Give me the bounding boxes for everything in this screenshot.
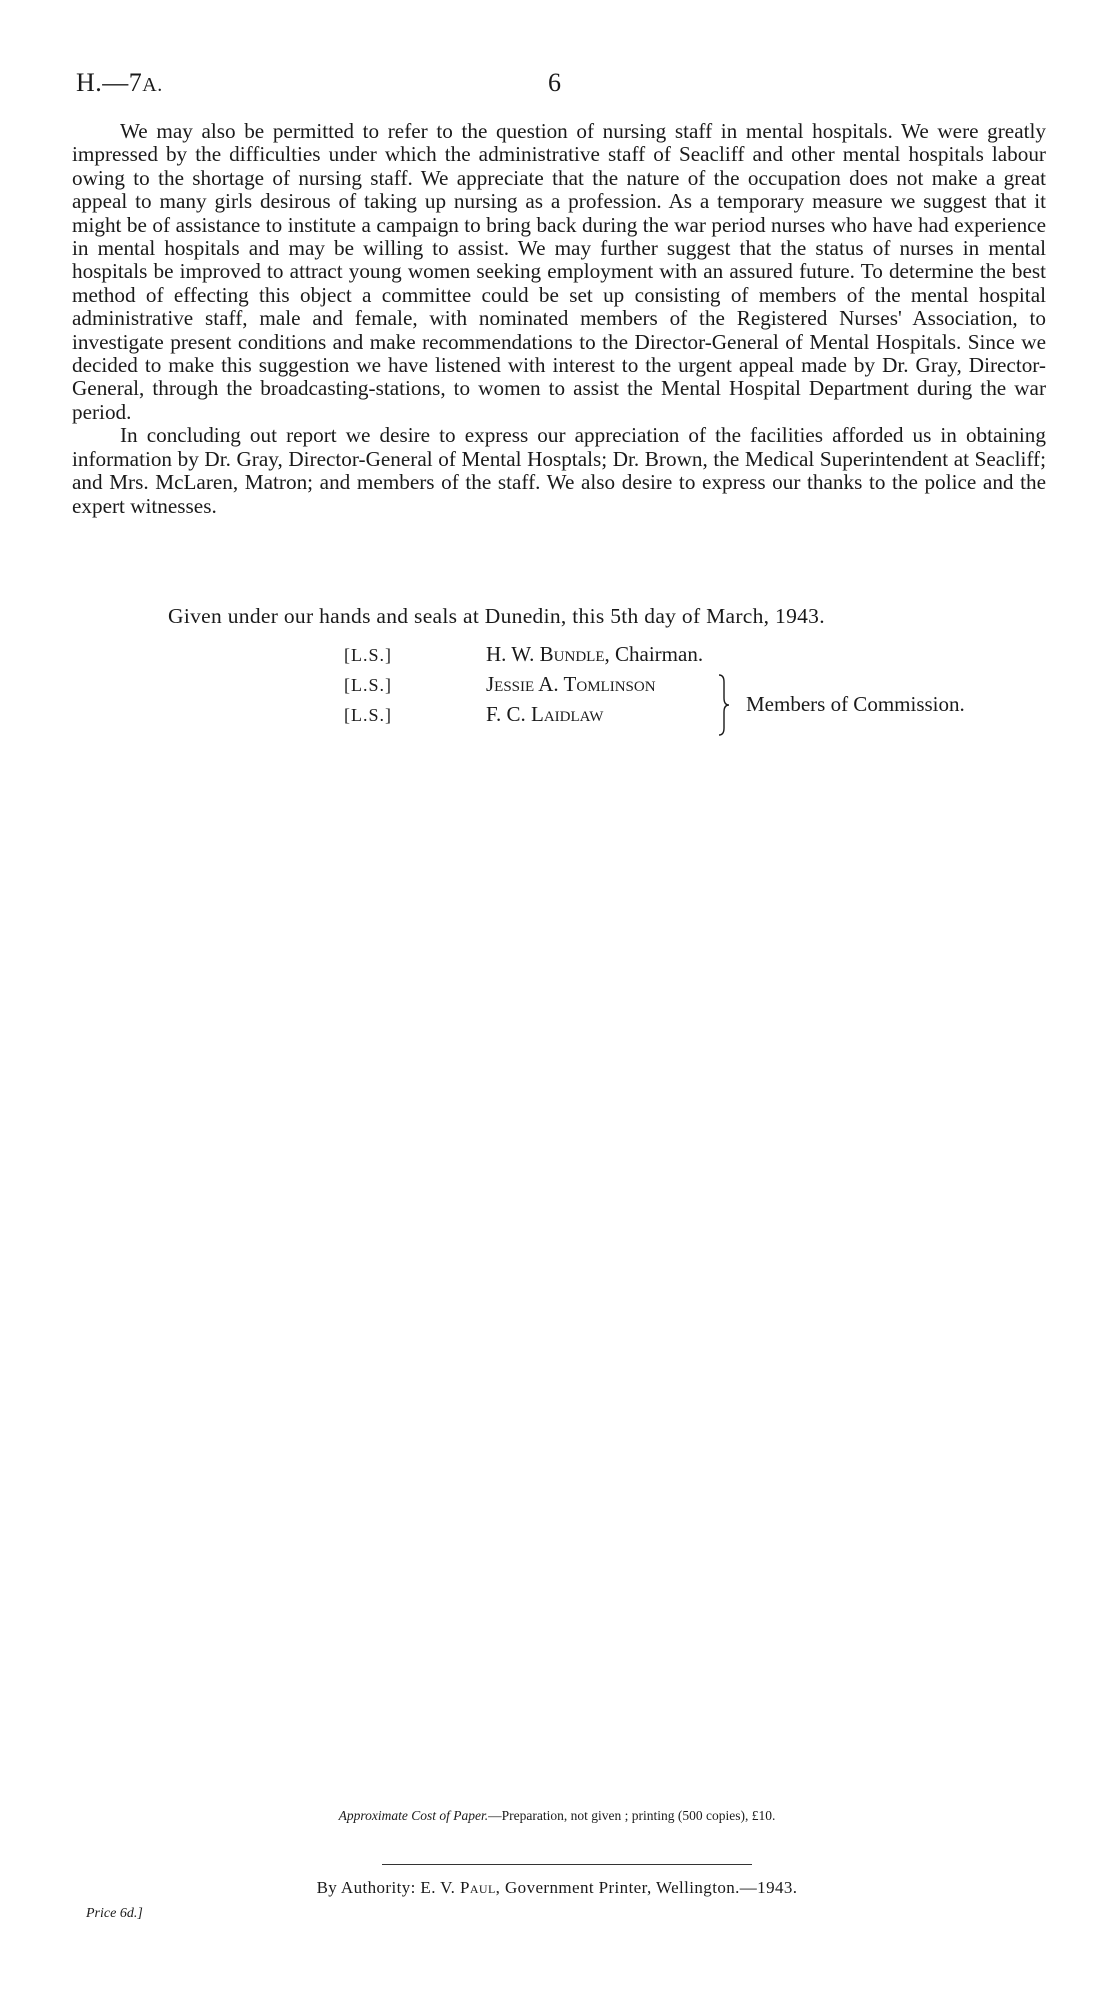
cost-label: Approximate Cost of Paper. xyxy=(338,1808,489,1823)
members-brace xyxy=(716,674,730,736)
document-reference-suffix: A. xyxy=(142,74,163,96)
printer-authority-line xyxy=(0,1878,1114,1898)
report-body xyxy=(72,120,1046,518)
printer-name: E. V. Paul, xyxy=(420,1878,501,1897)
price-note: Price 6d.] xyxy=(86,1906,143,1921)
signatory-name-2: Jessie A. Tomlinson xyxy=(486,672,656,696)
seal-mark-1: [L.S.] xyxy=(344,645,392,665)
cost-text: —Preparation, not given ; printing (500 copies), £10. xyxy=(488,1808,776,1823)
cost-of-paper-note xyxy=(0,1808,1114,1824)
seal-mark-2: [L.S.] xyxy=(344,675,392,695)
signatory-name-1: H. W. Bundle, xyxy=(486,642,610,666)
signatory-role-chairman: Chairman. xyxy=(615,642,704,666)
signatory-name-3: F. C. Laidlaw xyxy=(486,702,604,726)
document-reference-main: H.—7 xyxy=(76,68,143,97)
authority-prefix: By Authority: xyxy=(316,1878,416,1897)
given-under-hands-line: Given under our hands and seals at Dunedin, this 5th day of March, 1943. xyxy=(168,604,825,628)
authority-suffix: Government Printer, Wellington.—1943. xyxy=(505,1878,798,1897)
paragraph-nursing-staff: We may also be permitted to refer to the question of nursing staff in mental hospitals. We were greatly impressed by the difficulties under which the administrative staff of Seacliff and other mental hospitals labour owing to the shortage of nursing staff. We appreciate that the nature of the occupation does not make a great appeal to many girls desirous of taking up nursing as a profession. As a temporary measure we suggest that it might be of assistance to institute a campaign to bring back during the war period nurses who have had experience in mental hospitals and may be willing to assist. We may further suggest that the status of nurses in mental hospitals be improved to attract young women seeking employment with an assured future. To determine the best method of effecting this object a committee could be set up consisting of members of the mental hospital administrative staff, male and female, with nominated members of the Registered Nurses' Association, to investigate present conditions and make recommendations to the Director-General of Mental Hospitals. Since we decided to make this suggestion we have listened with interest to the urgent appeal made by Dr. Gray, Director-General, through the broadcasting-stations, to women to assist the Mental Hospital Department during the war period. xyxy=(72,119,1046,424)
document-reference xyxy=(76,68,163,98)
members-of-commission-label: Members of Commission. xyxy=(746,692,965,716)
footer-divider xyxy=(382,1864,752,1865)
signatory-chairman xyxy=(486,642,703,667)
seal-mark-3: [L.S.] xyxy=(344,705,392,725)
paragraph-conclusion: In concluding out report we desire to express our appreciation of the facilities afforded us in obtaining information by Dr. Gray, Director-General of Mental Hosptals; Dr. Brown, the Medical Superintendent at Seacliff; and Mrs. McLaren, Matron; and members of the staff. We also desire to express our thanks to the police and the expert witnesses. xyxy=(72,423,1046,518)
page-number: 6 xyxy=(548,68,561,97)
